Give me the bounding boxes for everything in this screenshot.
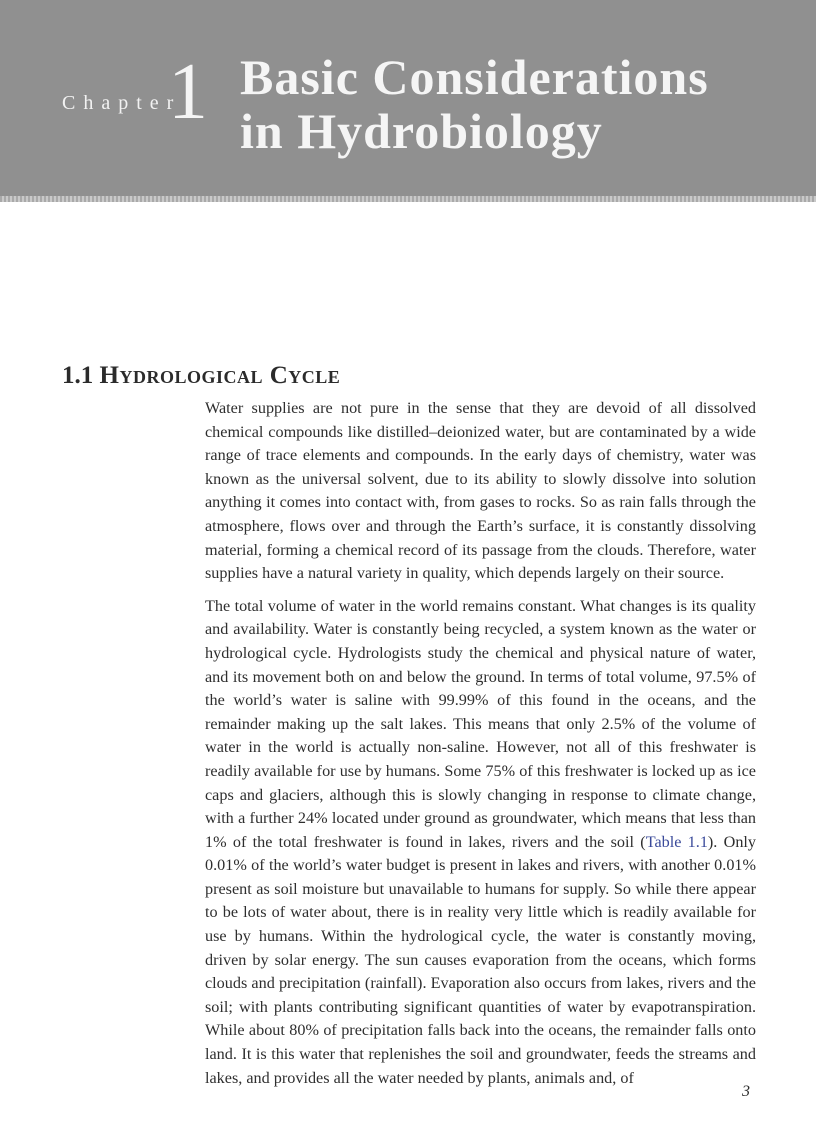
body-text [205, 397, 756, 1099]
section-title: Hydrological Cycle [99, 362, 341, 389]
chapter-title-line-1: Basic Considerations [240, 49, 709, 105]
page-number: 3 [742, 1083, 750, 1100]
paragraph-2 [205, 595, 756, 1090]
chapter-title-line-2: in Hydrobiology [240, 103, 603, 159]
banner-divider [0, 196, 816, 202]
section-heading [62, 362, 340, 390]
paragraph-2-text-b: ). Only 0.01% of the world’s water budget is present in lakes and rivers, with another 0.01% present as soil moisture but unavailable to humans for supply. So while there appear to be lots of water about, there is in reality very little which is readily available for use by humans. Within the hydrological cycle, the water is constantly moving, driven by solar energy. The sun causes evaporation from the oceans, which forms clouds and precipitation (rainfall). Evaporation also occurs from lakes, rivers and the soil; with plants contributing significant quantities of water by evapotranspiration. While about 80% of precipitation falls back into the oceans, the remainder falls onto land. It is this water that replenishes the soil and groundwater, feeds the streams and lakes, and provides all the water needed by plants, animals and, of [205, 832, 757, 1087]
paragraph-1: Water supplies are not pure in the sense that they are devoid of all dissolved chemical compounds like distilled–deionized water, but are contaminated by a wide range of trace elements and compounds. In the early days of chemistry, water was known as the universal solvent, due to its ability to slowly dissolve into solution anything it comes into contact with, from gases to rocks. So as rain falls through the atmosphere, flows over and through the Earth’s surface, it is constantly dissolving material, forming a chemical record of its passage from the clouds. Therefore, water supplies have a natural variety in quality, which depends largely on their source. [205, 399, 756, 583]
chapter-banner [0, 0, 816, 196]
chapter-label: Chapter [62, 92, 182, 114]
paragraph-2-text-a: The total volume of water in the world remains constant. What changes is its quality and availability. Water is constantly being recycled, a system known as the water or hydrological cycle. Hydrologists study the chemical and physical nature of water, and its movement both on and below the ground. In terms of total volume, 97.5% of the world’s water is saline with 99.99% of this found in the oceans, and the remainder making up the salt lakes. This means that only 2.5% of the volume of water in the world is actually non-saline. However, not all of this freshwater is readily available for use by humans. Some 75% of this freshwater is locked up as ice caps and glaciers, although this is slowly changing in response to climate change, with a further 24% located under ground as groundwater, which means that less than 1% of the total freshwater is found in lakes, rivers and the soil ( [205, 596, 756, 851]
chapter-title [240, 50, 709, 158]
table-reference-link[interactable]: Table 1.1 [645, 832, 708, 851]
section-number: 1.1 [62, 362, 94, 389]
chapter-number: 1 [168, 48, 208, 136]
